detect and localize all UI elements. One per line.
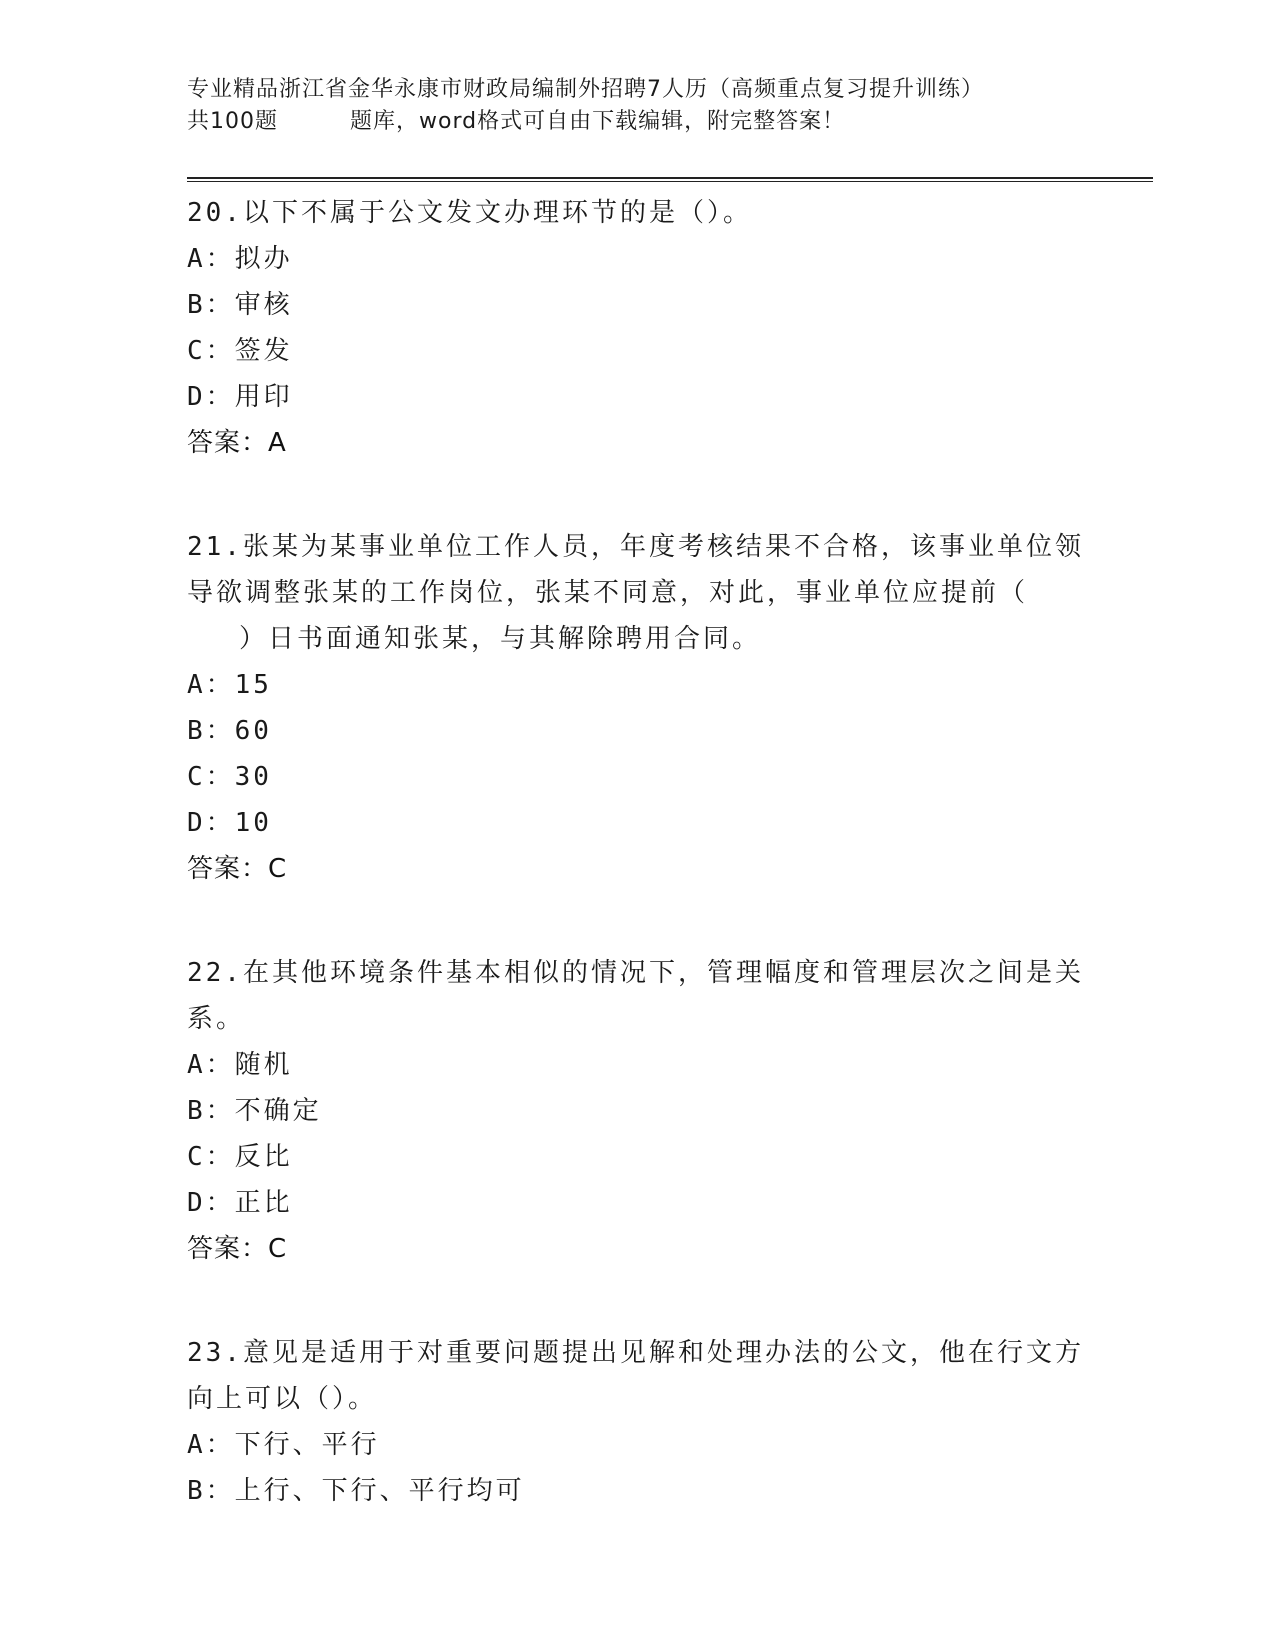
answer-text: 答案：C <box>187 854 288 884</box>
answer-text: 答案：C <box>187 1234 288 1264</box>
header-subtitle <box>187 106 1087 138</box>
option-d: D：正比 <box>187 1188 293 1218</box>
question-text-line-1: 23.意见是适用于对重要问题提出见解和处理办法的公文，他在行文方 <box>187 1338 1084 1368</box>
question-text: 20.以下不属于公文发文办理环节的是（）。 <box>187 198 752 228</box>
question-item <box>187 190 1087 466</box>
question-item <box>187 1330 1087 1514</box>
question-item <box>187 524 1087 892</box>
option-d: D：用印 <box>187 382 293 412</box>
option-b: B：审核 <box>187 290 293 320</box>
question-item <box>187 950 1087 1272</box>
header-divider-thick <box>187 177 1153 179</box>
option-b: B：60 <box>187 716 272 746</box>
option-a: A：随机 <box>187 1050 293 1080</box>
option-a: A：15 <box>187 670 272 700</box>
document-header <box>187 74 1087 138</box>
header-question-count: 共100题 <box>187 109 278 134</box>
header-divider-thin <box>187 181 1153 182</box>
option-c: C：30 <box>187 762 272 792</box>
option-a: A：拟办 <box>187 244 293 274</box>
question-text-line-1: 22.在其他环境条件基本相似的情况下，管理幅度和管理层次之间是关 <box>187 958 1084 988</box>
option-d: D：10 <box>187 808 272 838</box>
question-text-line-2: 导欲调整张某的工作岗位，张某不同意，对此，事业单位应提前（ <box>187 578 1029 608</box>
question-text-line-2: 向上可以（）。 <box>187 1384 378 1414</box>
option-b: B：不确定 <box>187 1096 322 1126</box>
option-c: C：签发 <box>187 336 293 366</box>
header-description: 题库，word格式可自由下载编辑，附完整答案！ <box>350 109 846 134</box>
question-text-line-2: 系。 <box>187 1004 246 1034</box>
question-list <box>187 190 1087 1514</box>
option-b: B：上行、下行、平行均可 <box>187 1476 525 1506</box>
question-text-line-3: ）日书面通知张某，与其解除聘用合同。 <box>239 624 762 654</box>
header-title: 专业精品浙江省金华永康市财政局编制外招聘7人历（高频重点复习提升训练） <box>187 77 984 102</box>
option-c: C：反比 <box>187 1142 293 1172</box>
question-text-line-1: 21.张某为某事业单位工作人员，年度考核结果不合格，该事业单位领 <box>187 532 1084 562</box>
option-a: A：下行、平行 <box>187 1430 380 1460</box>
answer-text: 答案：A <box>187 428 287 458</box>
